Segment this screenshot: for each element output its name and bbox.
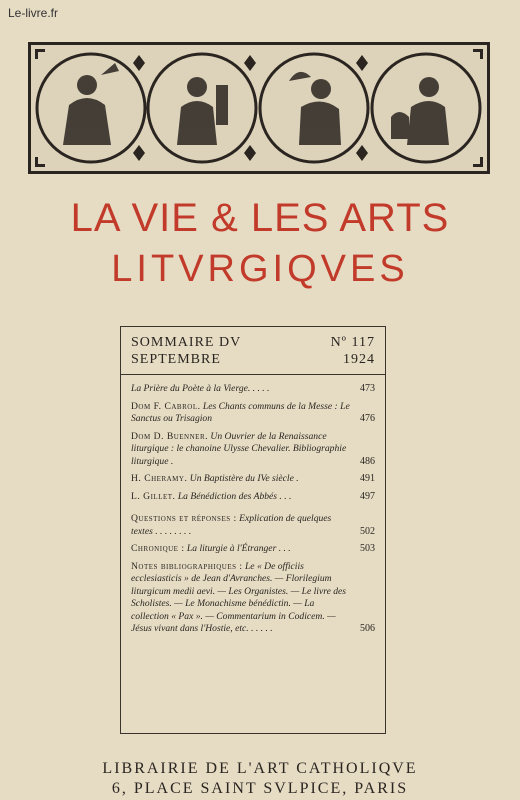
- publisher-name: LIBRAIRIE DE L'ART CATHOLIQVE: [102, 760, 418, 777]
- publisher-address: 6, PLACE SAINT SVLPICE, PARIS: [111, 780, 409, 797]
- toc-entry: La Prière du Poète à la Vierge. . . . . 473: [131, 383, 375, 394]
- toc-entry: Questions et réponses : Explication de quelques textes . . . . . . . . 502: [131, 513, 375, 537]
- toc-entry: H. Cheramy. Un Baptistère du IVe siècle . 491: [131, 473, 375, 484]
- toc-divider: [121, 374, 385, 375]
- toc-entry: Dom F. Cabrol. Les Chants communs de la Messe : Le Sanctus ou Trisagion 476: [131, 400, 375, 424]
- journal-title-line2: LITVRGIQVES: [111, 248, 409, 290]
- evangelists-woodcut: [28, 42, 490, 174]
- issue-month: SEPTEMBRE: [131, 352, 221, 367]
- woodcut-illustration: [31, 45, 487, 171]
- issue-year: 1924: [343, 352, 375, 367]
- toc-entry: Chronique : La liturgie à l'Étranger . . . 503: [131, 543, 375, 554]
- toc-entry: Dom D. Buenner. Un Ouvrier de la Renaissance liturgique : le chanoine Ulysse Chevalier. Bibliographie liturgique . 486: [131, 430, 375, 467]
- issue-number: Nº 117: [330, 335, 375, 350]
- toc-entry: L. Gillet. La Bénédiction des Abbés . . . 497: [131, 490, 375, 502]
- toc-date: [131, 352, 375, 368]
- toc-label: SOMMAIRE DV: [131, 335, 242, 350]
- seller-watermark: Le-livre.fr: [8, 6, 59, 20]
- table-of-contents: [120, 326, 386, 734]
- toc-header: [131, 335, 375, 351]
- journal-title-line1: LA VIE & LES ARTS: [70, 196, 450, 240]
- toc-entry: Notes bibliographiques : Le « De officiis ecclesiasticis » de Jean d'Avranches. — Florilegium liturgicum medii aevi. — Les Organistes. — Le livre des Scholistes. — Le Monachisme bénédictin. — La collection « Pax ». — Commentarium in Codicem. — Jésus vivant dans l'Hostie, etc. . . . . . 506: [131, 560, 375, 634]
